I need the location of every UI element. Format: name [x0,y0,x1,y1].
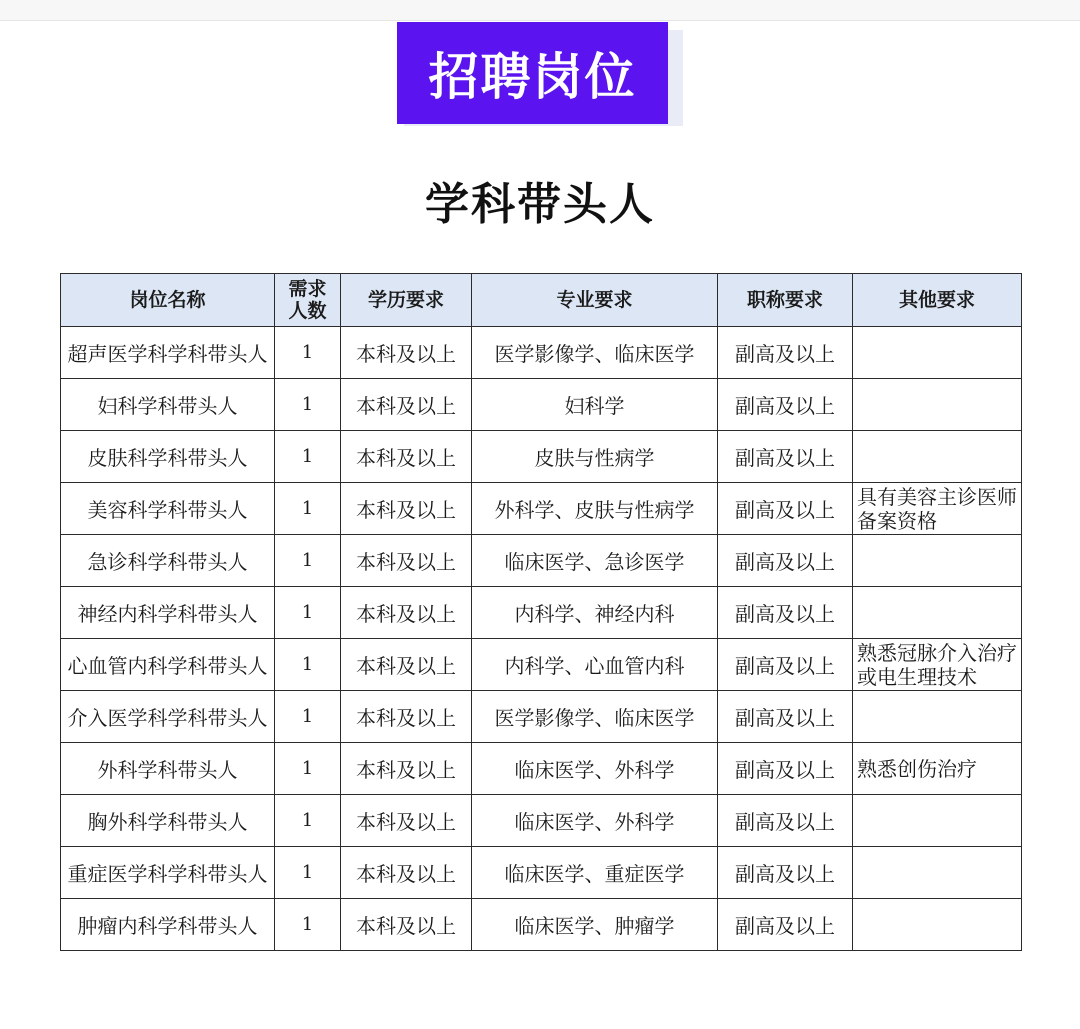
cell-title-requirement: 副高及以上 [718,483,853,535]
table-row [61,847,1022,899]
header-title-requirement: 职称要求 [718,274,853,327]
cell-position-name: 皮肤科学科带头人 [61,431,275,483]
top-strip [0,0,1080,21]
cell-position-name: 心血管内科学科带头人 [61,639,275,691]
header-headcount [275,274,341,327]
header-headcount-line2: 人数 [288,300,327,322]
table-row [61,743,1022,795]
cell-other [853,587,1022,639]
cell-education: 本科及以上 [341,379,472,431]
cell-major: 医学影像学、临床医学 [472,691,718,743]
cell-title-requirement: 副高及以上 [718,795,853,847]
cell-major: 医学影像学、临床医学 [472,327,718,379]
cell-major: 临床医学、外科学 [472,743,718,795]
cell-title-requirement: 副高及以上 [718,431,853,483]
table-header-row [61,274,1022,327]
cell-education: 本科及以上 [341,847,472,899]
cell-position-name: 重症医学科学科带头人 [61,847,275,899]
cell-position-name: 肿瘤内科学科带头人 [61,899,275,951]
cell-major: 外科学、皮肤与性病学 [472,483,718,535]
cell-title-requirement: 副高及以上 [718,535,853,587]
cell-position-name: 美容科学科带头人 [61,483,275,535]
cell-headcount: 1 [275,535,341,587]
header-major: 专业要求 [472,274,718,327]
cell-title-requirement: 副高及以上 [718,379,853,431]
cell-major: 临床医学、肿瘤学 [472,899,718,951]
cell-headcount: 1 [275,483,341,535]
cell-title-requirement: 副高及以上 [718,639,853,691]
cell-education: 本科及以上 [341,795,472,847]
table-row [61,691,1022,743]
cell-education: 本科及以上 [341,327,472,379]
cell-education: 本科及以上 [341,691,472,743]
cell-headcount: 1 [275,431,341,483]
cell-position-name: 神经内科学科带头人 [61,587,275,639]
table-row [61,431,1022,483]
cell-headcount: 1 [275,691,341,743]
table-row [61,327,1022,379]
table-row [61,639,1022,691]
table-row [61,379,1022,431]
cell-other [853,535,1022,587]
cell-title-requirement: 副高及以上 [718,847,853,899]
cell-other [853,795,1022,847]
cell-title-requirement: 副高及以上 [718,899,853,951]
header-other: 其他要求 [853,274,1022,327]
cell-headcount: 1 [275,379,341,431]
cell-education: 本科及以上 [341,899,472,951]
cell-other [853,691,1022,743]
cell-education: 本科及以上 [341,587,472,639]
header-education: 学历要求 [341,274,472,327]
cell-title-requirement: 副高及以上 [718,743,853,795]
cell-major: 内科学、神经内科 [472,587,718,639]
cell-headcount: 1 [275,639,341,691]
cell-education: 本科及以上 [341,535,472,587]
section-title: 学科带头人 [425,179,655,230]
cell-title-requirement: 副高及以上 [718,327,853,379]
cell-major: 皮肤与性病学 [472,431,718,483]
table-row [61,587,1022,639]
cell-education: 本科及以上 [341,483,472,535]
cell-other [853,379,1022,431]
cell-major: 临床医学、外科学 [472,795,718,847]
table-row [61,899,1022,951]
positions-table [60,273,1022,951]
cell-education: 本科及以上 [341,639,472,691]
cell-headcount: 1 [275,847,341,899]
cell-other: 具有美容主诊医师备案资格 [853,483,1022,535]
cell-position-name: 胸外科学科带头人 [61,795,275,847]
cell-headcount: 1 [275,587,341,639]
header-headcount-line1: 需求 [288,278,327,300]
cell-position-name: 妇科学科带头人 [61,379,275,431]
cell-other: 熟悉冠脉介入治疗或电生理技术 [853,639,1022,691]
cell-education: 本科及以上 [341,743,472,795]
cell-headcount: 1 [275,795,341,847]
cell-other [853,847,1022,899]
cell-headcount: 1 [275,899,341,951]
cell-education: 本科及以上 [341,431,472,483]
banner-title: 招聘岗位 [428,48,637,106]
cell-position-name: 外科学科带头人 [61,743,275,795]
cell-headcount: 1 [275,743,341,795]
cell-other [853,431,1022,483]
cell-title-requirement: 副高及以上 [718,691,853,743]
table-row [61,795,1022,847]
cell-other [853,327,1022,379]
cell-headcount: 1 [275,327,341,379]
cell-title-requirement: 副高及以上 [718,587,853,639]
table-row [61,483,1022,535]
table-row [61,535,1022,587]
cell-major: 内科学、心血管内科 [472,639,718,691]
cell-major: 临床医学、急诊医学 [472,535,718,587]
cell-position-name: 急诊科学科带头人 [61,535,275,587]
header-position-name: 岗位名称 [61,274,275,327]
cell-other: 熟悉创伤治疗 [853,743,1022,795]
cell-position-name: 超声医学科学科带头人 [61,327,275,379]
cell-major: 临床医学、重症医学 [472,847,718,899]
recruitment-banner [397,22,668,124]
cell-position-name: 介入医学科学科带头人 [61,691,275,743]
cell-major: 妇科学 [472,379,718,431]
cell-other [853,899,1022,951]
